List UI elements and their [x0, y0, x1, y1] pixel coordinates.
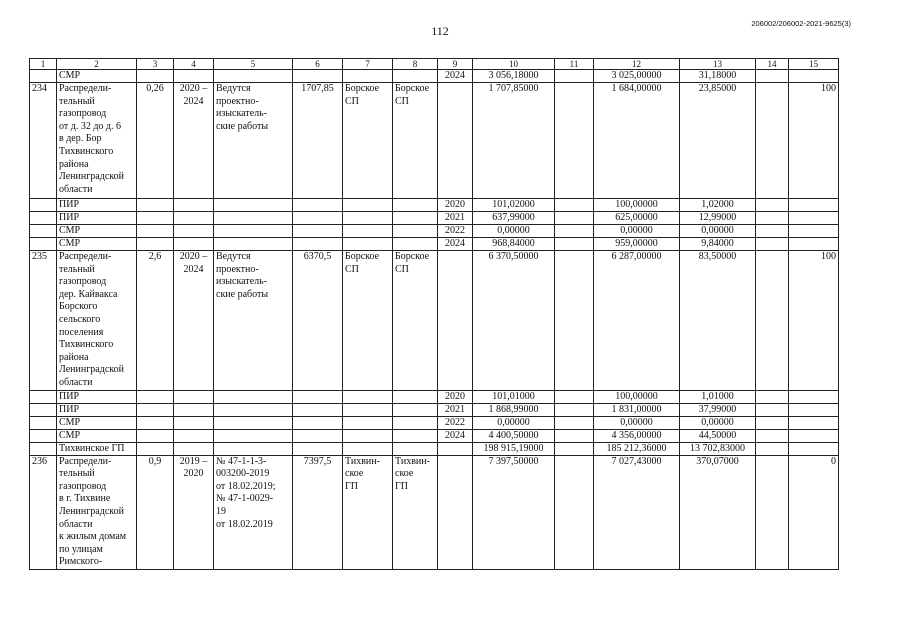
local-cell: 44,50000 [680, 429, 756, 442]
length-cell: 0,26 [137, 83, 174, 199]
funding-cell: 4 356,00000 [594, 429, 680, 442]
funding-cell: 100,00000 [594, 199, 680, 212]
municipality-cell: Борское СП [343, 251, 393, 391]
table-row [30, 455, 839, 569]
total-cell: 101,02000 [473, 199, 555, 212]
col-header: 14 [756, 59, 789, 70]
work-type: ПИР [57, 212, 137, 225]
total-cell: 637,99000 [473, 212, 555, 225]
funding-cell: 1 831,00000 [594, 403, 680, 416]
table-row [30, 225, 839, 238]
readiness-cell: 0 [789, 455, 839, 569]
cost-cell: 6370,5 [293, 251, 343, 391]
col-header: 6 [293, 59, 343, 70]
col-header: 8 [393, 59, 438, 70]
work-type: СМР [57, 429, 137, 442]
page-number: 112 [431, 24, 449, 38]
table-row [30, 403, 839, 416]
document-reference: 206002/206002-2021-9625(3) [751, 19, 851, 28]
local-cell: 31,18000 [680, 70, 756, 83]
col-header: 9 [438, 59, 473, 70]
customer-cell: Тихвин- ское ГП [393, 455, 438, 569]
table-row [30, 70, 839, 83]
total-cell: 0,00000 [473, 225, 555, 238]
year-cell: 2020 [438, 199, 473, 212]
total-cell: 968,84000 [473, 238, 555, 251]
object-name: Распредели- тельный газопровод в г. Тихвине Ленинградской области к жилым домам по улицам Римского- [57, 455, 137, 569]
status-cell: Ведутся проектно- изыскатель- ские работы [214, 83, 293, 199]
total-cell: 7 397,50000 [473, 455, 555, 569]
total-cell: 0,00000 [473, 416, 555, 429]
work-type: СМР [57, 238, 137, 251]
col-header: 2 [57, 59, 137, 70]
funding-cell: 625,00000 [594, 212, 680, 225]
subtotal-row [30, 442, 839, 455]
funding-cell: 3 025,00000 [594, 70, 680, 83]
readiness-cell: 100 [789, 251, 839, 391]
customer-cell: Борское СП [393, 251, 438, 391]
years-cell: 2019 – 2020 [174, 455, 214, 569]
funding-cell: 7 027,43000 [594, 455, 680, 569]
year-cell: 2021 [438, 212, 473, 225]
local-cell: 83,50000 [680, 251, 756, 391]
funding-cell: 1 684,00000 [594, 83, 680, 199]
year-cell: 2024 [438, 429, 473, 442]
status-cell: Ведутся проектно- изыскатель- ские работы [214, 251, 293, 391]
table-row [30, 212, 839, 225]
permit-cell: № 47-1-1-3- 003200-2019 от 18.02.2019; № 47-1-0029- 19 от 18.02.2019 [214, 455, 293, 569]
local-cell: 370,07000 [680, 455, 756, 569]
funding-cell: 6 287,00000 [594, 251, 680, 391]
row-number: 236 [30, 455, 57, 569]
cost-cell: 7397,5 [293, 455, 343, 569]
col-header: 4 [174, 59, 214, 70]
year-cell: 2022 [438, 416, 473, 429]
funding-cell: 185 212,36000 [594, 442, 680, 455]
total-cell: 4 400,50000 [473, 429, 555, 442]
col-header: 12 [594, 59, 680, 70]
municipality-cell: Тихвин- ское ГП [343, 455, 393, 569]
local-cell: 37,99000 [680, 403, 756, 416]
years-cell: 2020 – 2024 [174, 251, 214, 391]
col-header: 1 [30, 59, 57, 70]
row-number: 234 [30, 83, 57, 199]
col-header: 7 [343, 59, 393, 70]
year-cell: 2020 [438, 390, 473, 403]
table-row [30, 199, 839, 212]
total-cell: 101,01000 [473, 390, 555, 403]
table-row [30, 238, 839, 251]
year-cell: 2024 [438, 70, 473, 83]
col-header: 15 [789, 59, 839, 70]
work-type: ПИР [57, 403, 137, 416]
total-cell: 1 868,99000 [473, 403, 555, 416]
local-cell: 0,00000 [680, 225, 756, 238]
subtotal-label: Тихвинское ГП [57, 442, 137, 455]
object-name: Распредели- тельный газопровод от д. 32 до д. 6 в дер. Бор Тихвинского района Ленинградской области [57, 83, 137, 199]
col-header: 13 [680, 59, 756, 70]
col-header: 11 [555, 59, 594, 70]
local-cell: 1,02000 [680, 199, 756, 212]
local-cell: 0,00000 [680, 416, 756, 429]
years-cell: 2020 – 2024 [174, 83, 214, 199]
work-type: ПИР [57, 199, 137, 212]
funding-cell: 100,00000 [594, 390, 680, 403]
work-type: СМР [57, 416, 137, 429]
investment-table [29, 58, 839, 570]
year-cell: 2021 [438, 403, 473, 416]
row-number: 235 [30, 251, 57, 391]
readiness-cell: 100 [789, 83, 839, 199]
table-row [30, 416, 839, 429]
table-row [30, 251, 839, 391]
year-cell: 2024 [438, 238, 473, 251]
municipality-cell: Борское СП [343, 83, 393, 199]
funding-cell: 959,00000 [594, 238, 680, 251]
local-cell: 23,85000 [680, 83, 756, 199]
cost-cell: 1707,85 [293, 83, 343, 199]
table-row [30, 390, 839, 403]
table-row [30, 429, 839, 442]
col-header: 5 [214, 59, 293, 70]
year-cell: 2022 [438, 225, 473, 238]
work-type: СМР [57, 70, 137, 83]
col-header: 3 [137, 59, 174, 70]
local-cell: 1,01000 [680, 390, 756, 403]
object-name: Распредели- тельный газопровод дер. Кайвакса Борского сельского поселения Тихвинского района Ленинградской области [57, 251, 137, 391]
customer-cell: Борское СП [393, 83, 438, 199]
length-cell: 2,6 [137, 251, 174, 391]
total-cell: 1 707,85000 [473, 83, 555, 199]
funding-cell: 0,00000 [594, 225, 680, 238]
total-cell: 198 915,19000 [473, 442, 555, 455]
total-cell: 6 370,50000 [473, 251, 555, 391]
column-number-row [30, 59, 839, 70]
col-header: 10 [473, 59, 555, 70]
local-cell: 12,99000 [680, 212, 756, 225]
work-type: СМР [57, 225, 137, 238]
table-row [30, 83, 839, 199]
length-cell: 0,9 [137, 455, 174, 569]
funding-cell: 0,00000 [594, 416, 680, 429]
total-cell: 3 056,18000 [473, 70, 555, 83]
local-cell: 9,84000 [680, 238, 756, 251]
local-cell: 13 702,83000 [680, 442, 756, 455]
work-type: ПИР [57, 390, 137, 403]
